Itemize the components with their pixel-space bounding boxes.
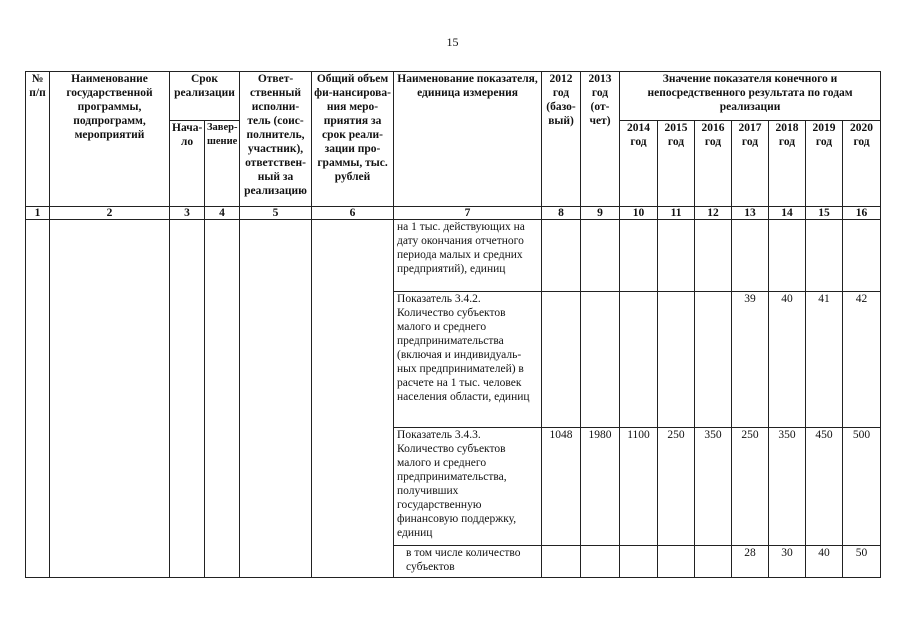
header-volume: Общий объем фи-нансирова-ния меро-приятия за срок реали-зации про-граммы, тыс. рублей [312, 72, 394, 207]
column-number: 12 [695, 207, 732, 220]
header-year-2015: 2015 год [658, 121, 695, 207]
column-number: 1 [26, 207, 50, 220]
header-number: № п/п [26, 72, 50, 207]
value-2017: 28 [732, 546, 769, 578]
value-2014 [620, 292, 658, 428]
column-number: 2 [50, 207, 170, 220]
value-2018: 30 [769, 546, 806, 578]
header-2013: 2013 год (от-чет) [581, 72, 620, 207]
header-program-name: Наименование государственной программы, подпрограмм, мероприятий [50, 72, 170, 207]
value-2016 [695, 292, 732, 428]
value-2012 [542, 546, 581, 578]
value-2014 [620, 546, 658, 578]
value-2012 [542, 292, 581, 428]
value-2012 [542, 220, 581, 292]
value-2020: 50 [843, 546, 881, 578]
cell-responsible [240, 220, 312, 578]
value-2020: 500 [843, 428, 881, 546]
value-2019 [806, 220, 843, 292]
cell-number [26, 220, 50, 578]
column-number: 3 [170, 207, 205, 220]
column-number: 14 [769, 207, 806, 220]
page-number: 15 [446, 35, 459, 49]
column-number: 13 [732, 207, 769, 220]
column-number: 10 [620, 207, 658, 220]
column-number: 15 [806, 207, 843, 220]
value-2016 [695, 220, 732, 292]
cell-end [205, 220, 240, 578]
value-2016: 350 [695, 428, 732, 546]
value-2013 [581, 292, 620, 428]
value-2018: 350 [769, 428, 806, 546]
value-2017: 39 [732, 292, 769, 428]
value-2017 [732, 220, 769, 292]
header-year-2018: 2018 год [769, 121, 806, 207]
indicator-name: в том числе количество субъектов [394, 546, 542, 578]
value-2018 [769, 220, 806, 292]
value-2015: 250 [658, 428, 695, 546]
table-row [26, 220, 881, 292]
header-indicator: Наименование показателя, единица измерения [394, 72, 542, 207]
column-number: 8 [542, 207, 581, 220]
value-2014 [620, 220, 658, 292]
value-2013 [581, 220, 620, 292]
cell-program-name [50, 220, 170, 578]
value-2019: 450 [806, 428, 843, 546]
column-number: 9 [581, 207, 620, 220]
header-year-2019: 2019 год [806, 121, 843, 207]
value-2017: 250 [732, 428, 769, 546]
value-2020: 42 [843, 292, 881, 428]
value-2014: 1100 [620, 428, 658, 546]
header-year-2020: 2020 год [843, 121, 881, 207]
header-year-2014: 2014 год [620, 121, 658, 207]
header-2012: 2012 год (базо-вый) [542, 72, 581, 207]
value-2019: 41 [806, 292, 843, 428]
value-2020 [843, 220, 881, 292]
column-numbers-row [26, 207, 881, 220]
value-2019: 40 [806, 546, 843, 578]
column-number: 5 [240, 207, 312, 220]
value-2015 [658, 292, 695, 428]
header-start: Нача-ло [170, 121, 205, 207]
column-number: 11 [658, 207, 695, 220]
value-2012: 1048 [542, 428, 581, 546]
header-term: Срок реализации [170, 72, 240, 121]
header-responsible: Ответ-ственный исполни-тель (соис-полнитель, участник), ответствен-ный за реализацию [240, 72, 312, 207]
indicators-table [25, 71, 881, 578]
indicator-name: на 1 тыс. действующих на дату окончания отчетного периода малых и средних предприятий), единиц [394, 220, 542, 292]
column-number: 7 [394, 207, 542, 220]
value-2015 [658, 220, 695, 292]
header-values: Значение показателя конечного и непосредственного результата по годам реализации [620, 72, 881, 121]
indicator-name: Показатель 3.4.2. Количество субъектов малого и среднего предпринимательства (включая и индивидуаль-ных предпринимателей) в расчете на 1 тыс. человек населения области, единиц [394, 292, 542, 428]
value-2013: 1980 [581, 428, 620, 546]
column-number: 6 [312, 207, 394, 220]
column-number: 16 [843, 207, 881, 220]
header-end: Завер-шение [205, 121, 240, 207]
value-2015 [658, 546, 695, 578]
value-2016 [695, 546, 732, 578]
value-2013 [581, 546, 620, 578]
header-year-2017: 2017 год [732, 121, 769, 207]
column-number: 4 [205, 207, 240, 220]
indicator-name: Показатель 3.4.3. Количество субъектов малого и среднего предпринимательства, получивших государственную финансовую поддержку, единиц [394, 428, 542, 546]
cell-start [170, 220, 205, 578]
header-year-2016: 2016 год [695, 121, 732, 207]
value-2018: 40 [769, 292, 806, 428]
cell-volume [312, 220, 394, 578]
